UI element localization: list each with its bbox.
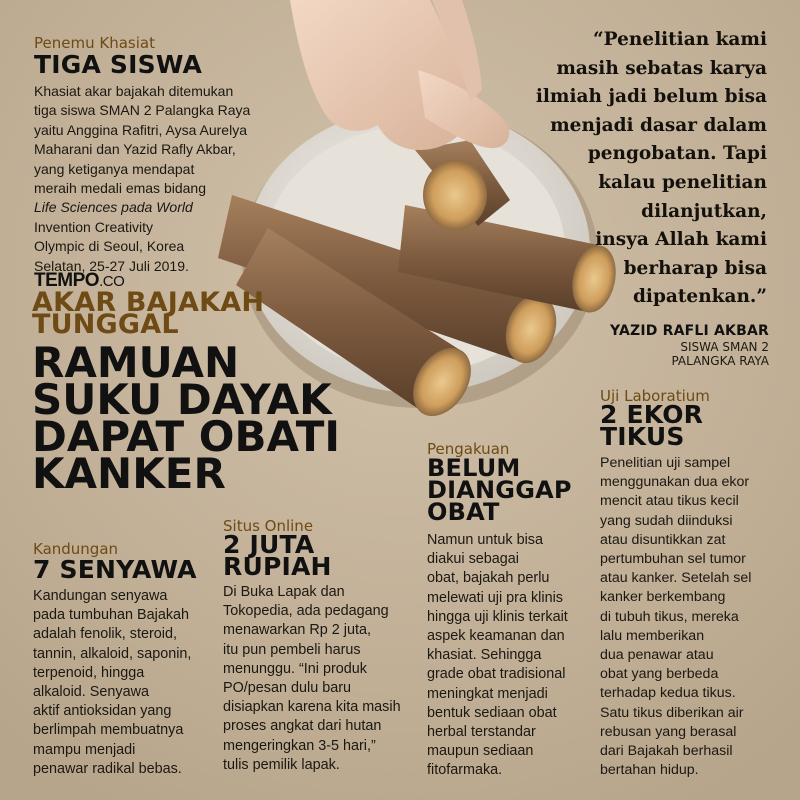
- pengakuan-heading-line: DIANGGAP: [427, 476, 572, 504]
- main-title-line: DAPAT OBATI: [32, 412, 341, 461]
- intro-line: Maharani dan Yazid Rafly Akbar,: [34, 141, 236, 158]
- pengakuan-heading-line: BELUM: [427, 454, 521, 482]
- quote-line: insya Allah kami: [595, 229, 767, 251]
- intro-line: Khasiat akar bajakah ditemukan: [34, 83, 234, 99]
- main-title-line: SUKU DAYAK: [32, 375, 332, 424]
- intro-line: Life Sciences pada World: [34, 199, 193, 216]
- intro-line: Selatan, 25-27 Juli 2019.: [34, 257, 189, 274]
- quote-block: [536, 26, 767, 312]
- pengakuan-line: diakui sebagai: [427, 551, 520, 568]
- kandungan-line: mampu menjadi: [33, 741, 136, 758]
- situs-subtitle: Situs Online: [223, 517, 314, 535]
- kandungan-line: tannin, alkaloid, saponin,: [33, 645, 192, 662]
- pengakuan-line: grade obat tradisional: [427, 666, 566, 683]
- main-title-block: [32, 287, 341, 498]
- main-title-line: KANKER: [32, 449, 226, 498]
- uji-line: atau kanker. Setelah sel: [600, 570, 752, 587]
- kandungan-line: Kandungan senyawa: [33, 588, 168, 604]
- situs-line: Di Buka Lapak dan: [223, 584, 345, 600]
- pengakuan-body: [427, 531, 572, 781]
- section-pengakuan: [427, 441, 572, 781]
- kandungan-line: berlimpah membuatnya: [33, 722, 184, 739]
- quote-role-line: PALANGKA RAYA: [671, 354, 769, 368]
- situs-line: tulis pemilik lapak.: [223, 756, 340, 773]
- tempo-logo-suffix: .CO: [99, 273, 125, 290]
- pengakuan-line: khasiat. Sehingga: [427, 647, 542, 664]
- uji-body: [600, 454, 751, 780]
- pengakuan-line: herbal terstandar: [427, 724, 536, 741]
- situs-line: proses angkat dari hutan: [223, 718, 382, 735]
- uji-line: menggunakan dua ekor: [600, 474, 750, 491]
- tempo-logo-text: TEMPO: [34, 270, 100, 291]
- quote-line: ilmiah jadi belum bisa: [535, 86, 767, 108]
- situs-heading: [223, 530, 401, 581]
- uji-line: mencit atau tikus kecil: [600, 493, 739, 510]
- main-title: [32, 338, 341, 498]
- situs-body: [223, 583, 401, 775]
- uji-line: Satu tikus diberikan air: [600, 704, 744, 721]
- kandungan-line: aktif antioksidan yang: [33, 703, 172, 720]
- uji-line: kanker berkembang: [600, 589, 726, 606]
- uji-line: pertumbuhan sel tumor: [600, 551, 746, 568]
- pengakuan-line: meningkat menjadi: [427, 685, 548, 702]
- uji-line: obat yang berbeda: [600, 666, 719, 683]
- quote-line: “Penelitian kami: [593, 29, 767, 50]
- kandungan-line: alkaloid. Senyawa: [33, 684, 149, 701]
- uji-line: rebusan yang berasal: [600, 723, 737, 740]
- uji-line: terhadap kedua tikus.: [600, 685, 736, 702]
- quote-author: YAZID RAFLI AKBAR: [609, 323, 769, 339]
- quote-line: dilanjutkan,: [641, 200, 767, 222]
- pengakuan-heading-line: OBAT: [427, 498, 500, 526]
- situs-line: menunggu. “Ini produk: [223, 660, 367, 677]
- uji-line: yang sudah diinduksi: [600, 512, 733, 529]
- quote-role-line: SISWA SMAN 2: [680, 340, 769, 354]
- situs-heading-line: RUPIAH: [223, 552, 332, 581]
- uji-line: Penelitian uji sampel: [600, 455, 731, 471]
- kandungan-line: adalah fenolik, steroid,: [33, 626, 177, 643]
- title-kicker: [32, 287, 340, 340]
- intro-line: Olympic di Seoul, Korea: [34, 238, 185, 255]
- situs-heading-line: 2 JUTA: [223, 530, 315, 559]
- kandungan-line: pada tumbuhan Bajakah: [33, 607, 190, 624]
- pengakuan-line: bentuk sediaan obat: [427, 704, 557, 721]
- intro-heading: TIGA SISWA: [34, 50, 203, 79]
- quote-line: pengobatan. Tapi: [587, 143, 767, 165]
- situs-line: PO/pesan dulu baru: [223, 680, 352, 697]
- uji-line: atau disuntikkan zat: [600, 531, 726, 548]
- quote-line: dipatenkan.”: [633, 286, 767, 308]
- pengakuan-line: fitofarmaka.: [427, 762, 503, 779]
- quote-role: [610, 340, 769, 368]
- intro-subtitle: Penemu Khasiat: [34, 34, 155, 52]
- uji-subtitle: Uji Laboratium: [600, 387, 710, 405]
- section-situs-online: [223, 518, 401, 775]
- uji-line: dari Bajakah berhasil: [600, 743, 733, 760]
- main-title-line: RAMUAN: [32, 338, 240, 387]
- pengakuan-subtitle: Pengakuan: [427, 440, 510, 458]
- quote-line: kalau penelitian: [598, 171, 767, 193]
- intro-block: [34, 35, 250, 276]
- intro-line: yang ketiganya mendapat: [34, 160, 195, 177]
- uji-line: di tubuh tikus, mereka: [600, 608, 739, 625]
- pengakuan-line: maupun sediaan: [427, 743, 534, 760]
- uji-line: dua penawar atau: [600, 647, 714, 664]
- section-uji-laboratium: [600, 388, 751, 780]
- situs-line: menawarkan Rp 2 juta,: [223, 622, 371, 639]
- uji-heading-line: 2 EKOR: [600, 400, 704, 429]
- intro-line: meraih medali emas bidang: [34, 180, 206, 197]
- intro-body: [34, 82, 250, 276]
- kandungan-line: penawar radikal bebas.: [33, 760, 182, 777]
- uji-heading: [600, 400, 751, 451]
- section-kandungan: [33, 541, 197, 779]
- quote-attribution: [610, 322, 769, 368]
- situs-line: disiapkan karena kita masih: [223, 699, 401, 716]
- kandungan-subtitle: Kandungan: [33, 540, 119, 558]
- uji-heading-line: TIKUS: [600, 422, 685, 451]
- quote-line: berharap bisa: [623, 257, 767, 279]
- title-kicker-line: AKAR BAJAKAH: [32, 287, 265, 318]
- pengakuan-line: obat, bajakah perlu: [427, 570, 550, 587]
- pengakuan-line: aspek keamanan dan: [427, 628, 565, 645]
- situs-line: itu pun pembeli harus: [223, 641, 361, 658]
- uji-line: lalu memberikan: [600, 627, 705, 644]
- situs-line: Tokopedia, ada pedagang: [223, 603, 389, 620]
- intro-line: Invention Creativity: [34, 218, 154, 235]
- quote-line: masih sebatas karya: [556, 57, 767, 79]
- situs-line: mengeringkan 3-5 hari,”: [223, 737, 376, 754]
- intro-line: tiga siswa SMAN 2 Palangka Raya: [34, 102, 251, 119]
- pengakuan-line: Namun untuk bisa: [427, 532, 543, 548]
- kandungan-line: terpenoid, hingga: [33, 664, 145, 681]
- kandungan-body: [33, 587, 197, 779]
- kandungan-heading: 7 SENYAWA: [33, 555, 197, 584]
- pengakuan-line: melewati uji pra klinis: [427, 589, 563, 606]
- intro-line: yaitu Anggina Rafitri, Aysa Aurelya: [34, 121, 247, 138]
- title-kicker-line: TUNGGAL: [32, 309, 179, 340]
- uji-line: bertahan hidup.: [600, 762, 699, 779]
- pengakuan-line: hingga uji klinis terkait: [427, 608, 568, 625]
- pengakuan-heading: [427, 454, 572, 526]
- quote-line: menjadi dasar dalam: [550, 114, 767, 136]
